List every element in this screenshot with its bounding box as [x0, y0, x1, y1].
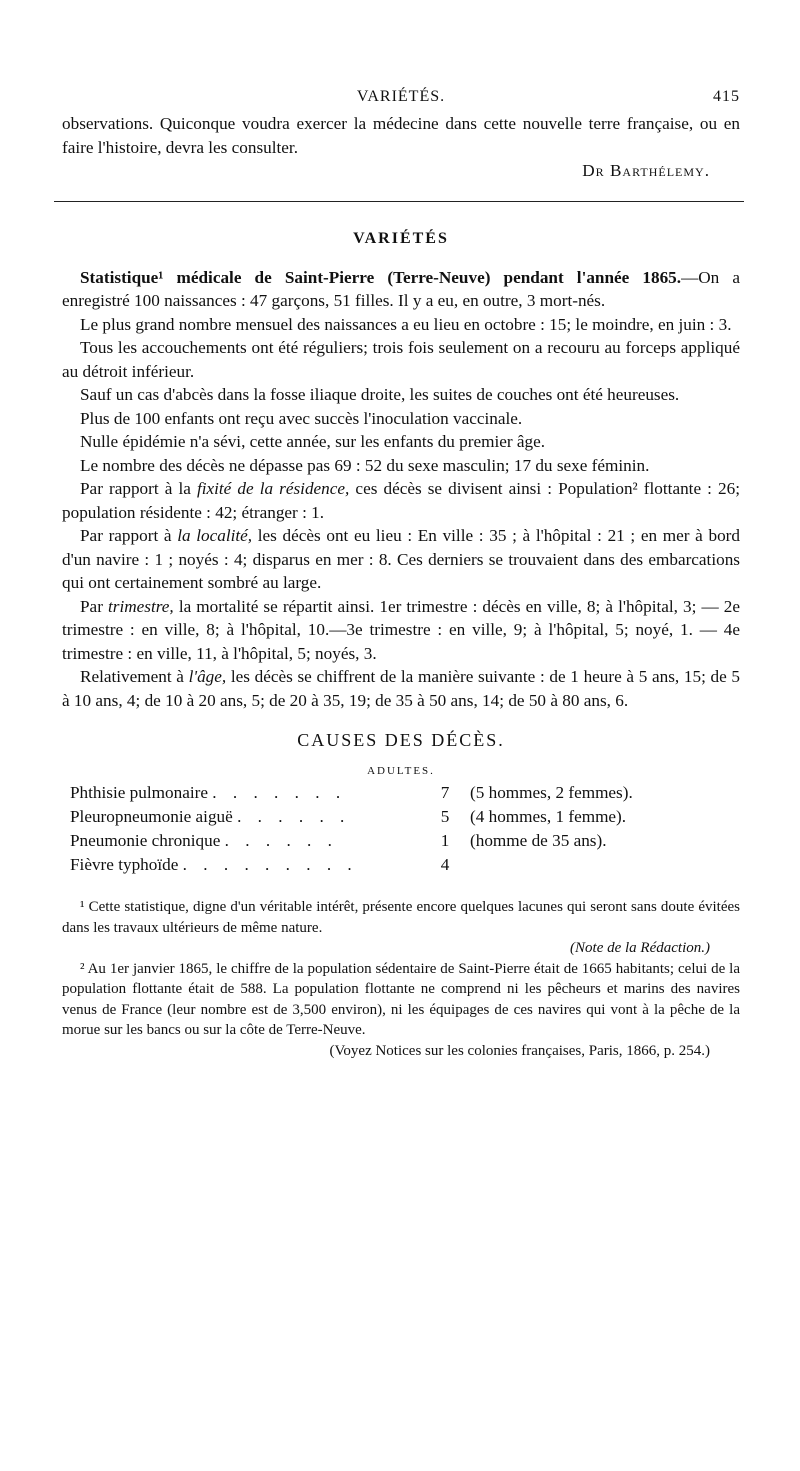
leader-dots: . . . . . . . . . — [182, 855, 358, 874]
section-divider — [54, 201, 744, 202]
paragraph-deaths-total: Le nombre des décès ne dépasse pas 69 : 52 du sexe masculin; 17 du sexe féminin. — [80, 455, 650, 475]
cause-name: Fièvre typhoïde — [70, 855, 179, 874]
cause-detail: (4 hommes, 1 femme). — [470, 807, 627, 826]
footnotes — [62, 897, 740, 1061]
paragraph-abscess: Sauf un cas d'abcès dans la fosse iliaque droite, les suites de couches ont été heureuses. — [80, 385, 680, 404]
paragraph-residence — [62, 477, 740, 524]
leader-dots: . . . . . . — [237, 807, 351, 826]
adults-subheading: ADULTES. — [367, 765, 435, 777]
cause-name: Phthisie pulmonaire — [70, 783, 208, 802]
article-lead: Statistique¹ médicale de Saint-Pierre (Terre-Neuve) pendant l'année 1865. — [80, 267, 682, 287]
emphasis-residence: fixité de la résidence, — [196, 479, 350, 498]
text-span: la mortalité se répartit ainsi. 1er trimestre : décès en ville, 8; à l'hôpital, 3; — 2e trimestre : en ville, 8; à l'hôpital, 10.—3e trimestre : en ville, 9; à l'hôpital, 5; noyé, 1. — 4e trimestre : en ville, 11, à l'hôpital, 5; noyés, 3. — [62, 596, 740, 663]
table-row — [70, 829, 633, 853]
text-span: Par rapport à — [80, 526, 178, 545]
causes-heading: CAUSES DES DÉCÈS. — [297, 730, 505, 750]
text-span: ces décès se divisent ainsi : Population² flottante : 26; population résidente : 42; étranger : 1. — [62, 479, 740, 522]
cause-name: Pneumonie chronique — [70, 831, 221, 850]
cause-name-cell — [70, 853, 430, 877]
cause-count: 5 — [440, 807, 450, 826]
cause-name-cell — [70, 829, 430, 853]
table-row — [70, 805, 633, 829]
article-lead-rest: —On a enregistré 100 naissances : 47 garçons, 51 filles. Il y a eu, en outre, 3 mort-nés. — [62, 267, 740, 310]
paragraph-locality — [62, 524, 740, 595]
text-span: Relativement à — [80, 667, 189, 686]
leader-dots: . . . . . . — [224, 831, 338, 850]
cause-name-cell — [70, 805, 430, 829]
text-span: Par — [80, 596, 108, 616]
paragraph-trimester — [62, 595, 740, 666]
emphasis-locality: la localité, — [177, 526, 253, 545]
cause-detail: (homme de 35 ans). — [470, 831, 607, 850]
leader-dots: . . . . . . . — [212, 783, 347, 802]
cause-name: Pleuropneumonie aiguë — [70, 807, 233, 826]
footnote-2-reference: (Voyez Notices sur les colonies françaises, Paris, 1866, p. 254.) — [329, 1042, 710, 1059]
emphasis-trimester: trimestre, — [108, 596, 174, 616]
footnote-2: ² Au 1er janvier 1865, le chiffre de la population sédentaire de Saint-Pierre était de 1665 habitants; celui de la population flottante était de 588. La population flottante ne comprend ni les pêcheurs et marins des navires venus de France (leur nombre est de 3,500 environ), ni les équipages de ces navires qui vont à la pêche de la morue sur les bancs ou sur la côte de Terre-Neuve. — [62, 960, 740, 1038]
causes-table — [70, 781, 633, 877]
paragraph-deliveries: Tous les accouchements ont été réguliers; trois fois seulement on a recouru au forceps appliqué au détroit inférieur. — [62, 338, 740, 381]
text-span: les décès ont eu lieu : En ville : 35 ; à l'hôpital : 21 ; en mer à bord d'un navire : 1 ; noyés : 4; disparus en mer : 8. Ces derniers se trouvaient dans des embarcations qui ont certainement sombré au large. — [62, 526, 740, 592]
table-row — [70, 781, 633, 805]
author-signature: Dr Barthélemy. — [582, 161, 710, 180]
cause-count: 7 — [440, 783, 450, 802]
paragraph-births-monthly: Le plus grand nombre mensuel des naissances a eu lieu en octobre : 15; le moindre, en juin : 3. — [80, 314, 732, 334]
cause-count: 1 — [440, 831, 450, 850]
section-title: VARIÉTÉS — [353, 229, 449, 247]
paragraph-epidemic: Nulle épidémie n'a sévi, cette année, sur les enfants du premier âge. — [80, 432, 546, 451]
cause-detail: (5 hommes, 2 femmes). — [470, 783, 633, 802]
document-page — [62, 82, 740, 1061]
emphasis-age: l'âge, — [188, 667, 227, 686]
intro-paragraph: observations. Quiconque voudra exercer la médecine dans cette nouvelle terre française, ou en faire l'histoire, devra les consulter. — [62, 114, 740, 157]
text-span: Par rapport à la — [80, 479, 197, 498]
running-title: VARIÉTÉS. — [356, 88, 446, 105]
footnote-1-attribution — [62, 938, 710, 959]
cause-count: 4 — [440, 855, 450, 874]
running-header — [62, 82, 740, 112]
paragraph-vaccination: Plus de 100 enfants ont reçu avec succès l'inoculation vaccinale. — [80, 408, 523, 428]
footnote-1: ¹ Cette statistique, digne d'un véritable intérêt, présente encore quelques lacunes qui seront sans doute évitées dans les travaux ultérieurs de même nature. — [62, 899, 740, 936]
table-row — [70, 853, 633, 877]
page-number: 415 — [713, 88, 740, 105]
cause-name-cell — [70, 781, 430, 805]
article-lead-paragraph — [62, 266, 740, 313]
text-span: les décès se chiffrent de la manière suivante : de 1 heure à 5 ans, 15; de 5 à 10 ans, 4; de 10 à 20 ans, 5; de 20 à 35, 19; de 35 à 50 ans, 14; de 50 à 80 ans, 6. — [62, 667, 741, 710]
editorial-note: (Note de la Rédaction.) — [570, 940, 710, 956]
cause-detail — [460, 853, 633, 877]
paragraph-age — [62, 665, 740, 712]
